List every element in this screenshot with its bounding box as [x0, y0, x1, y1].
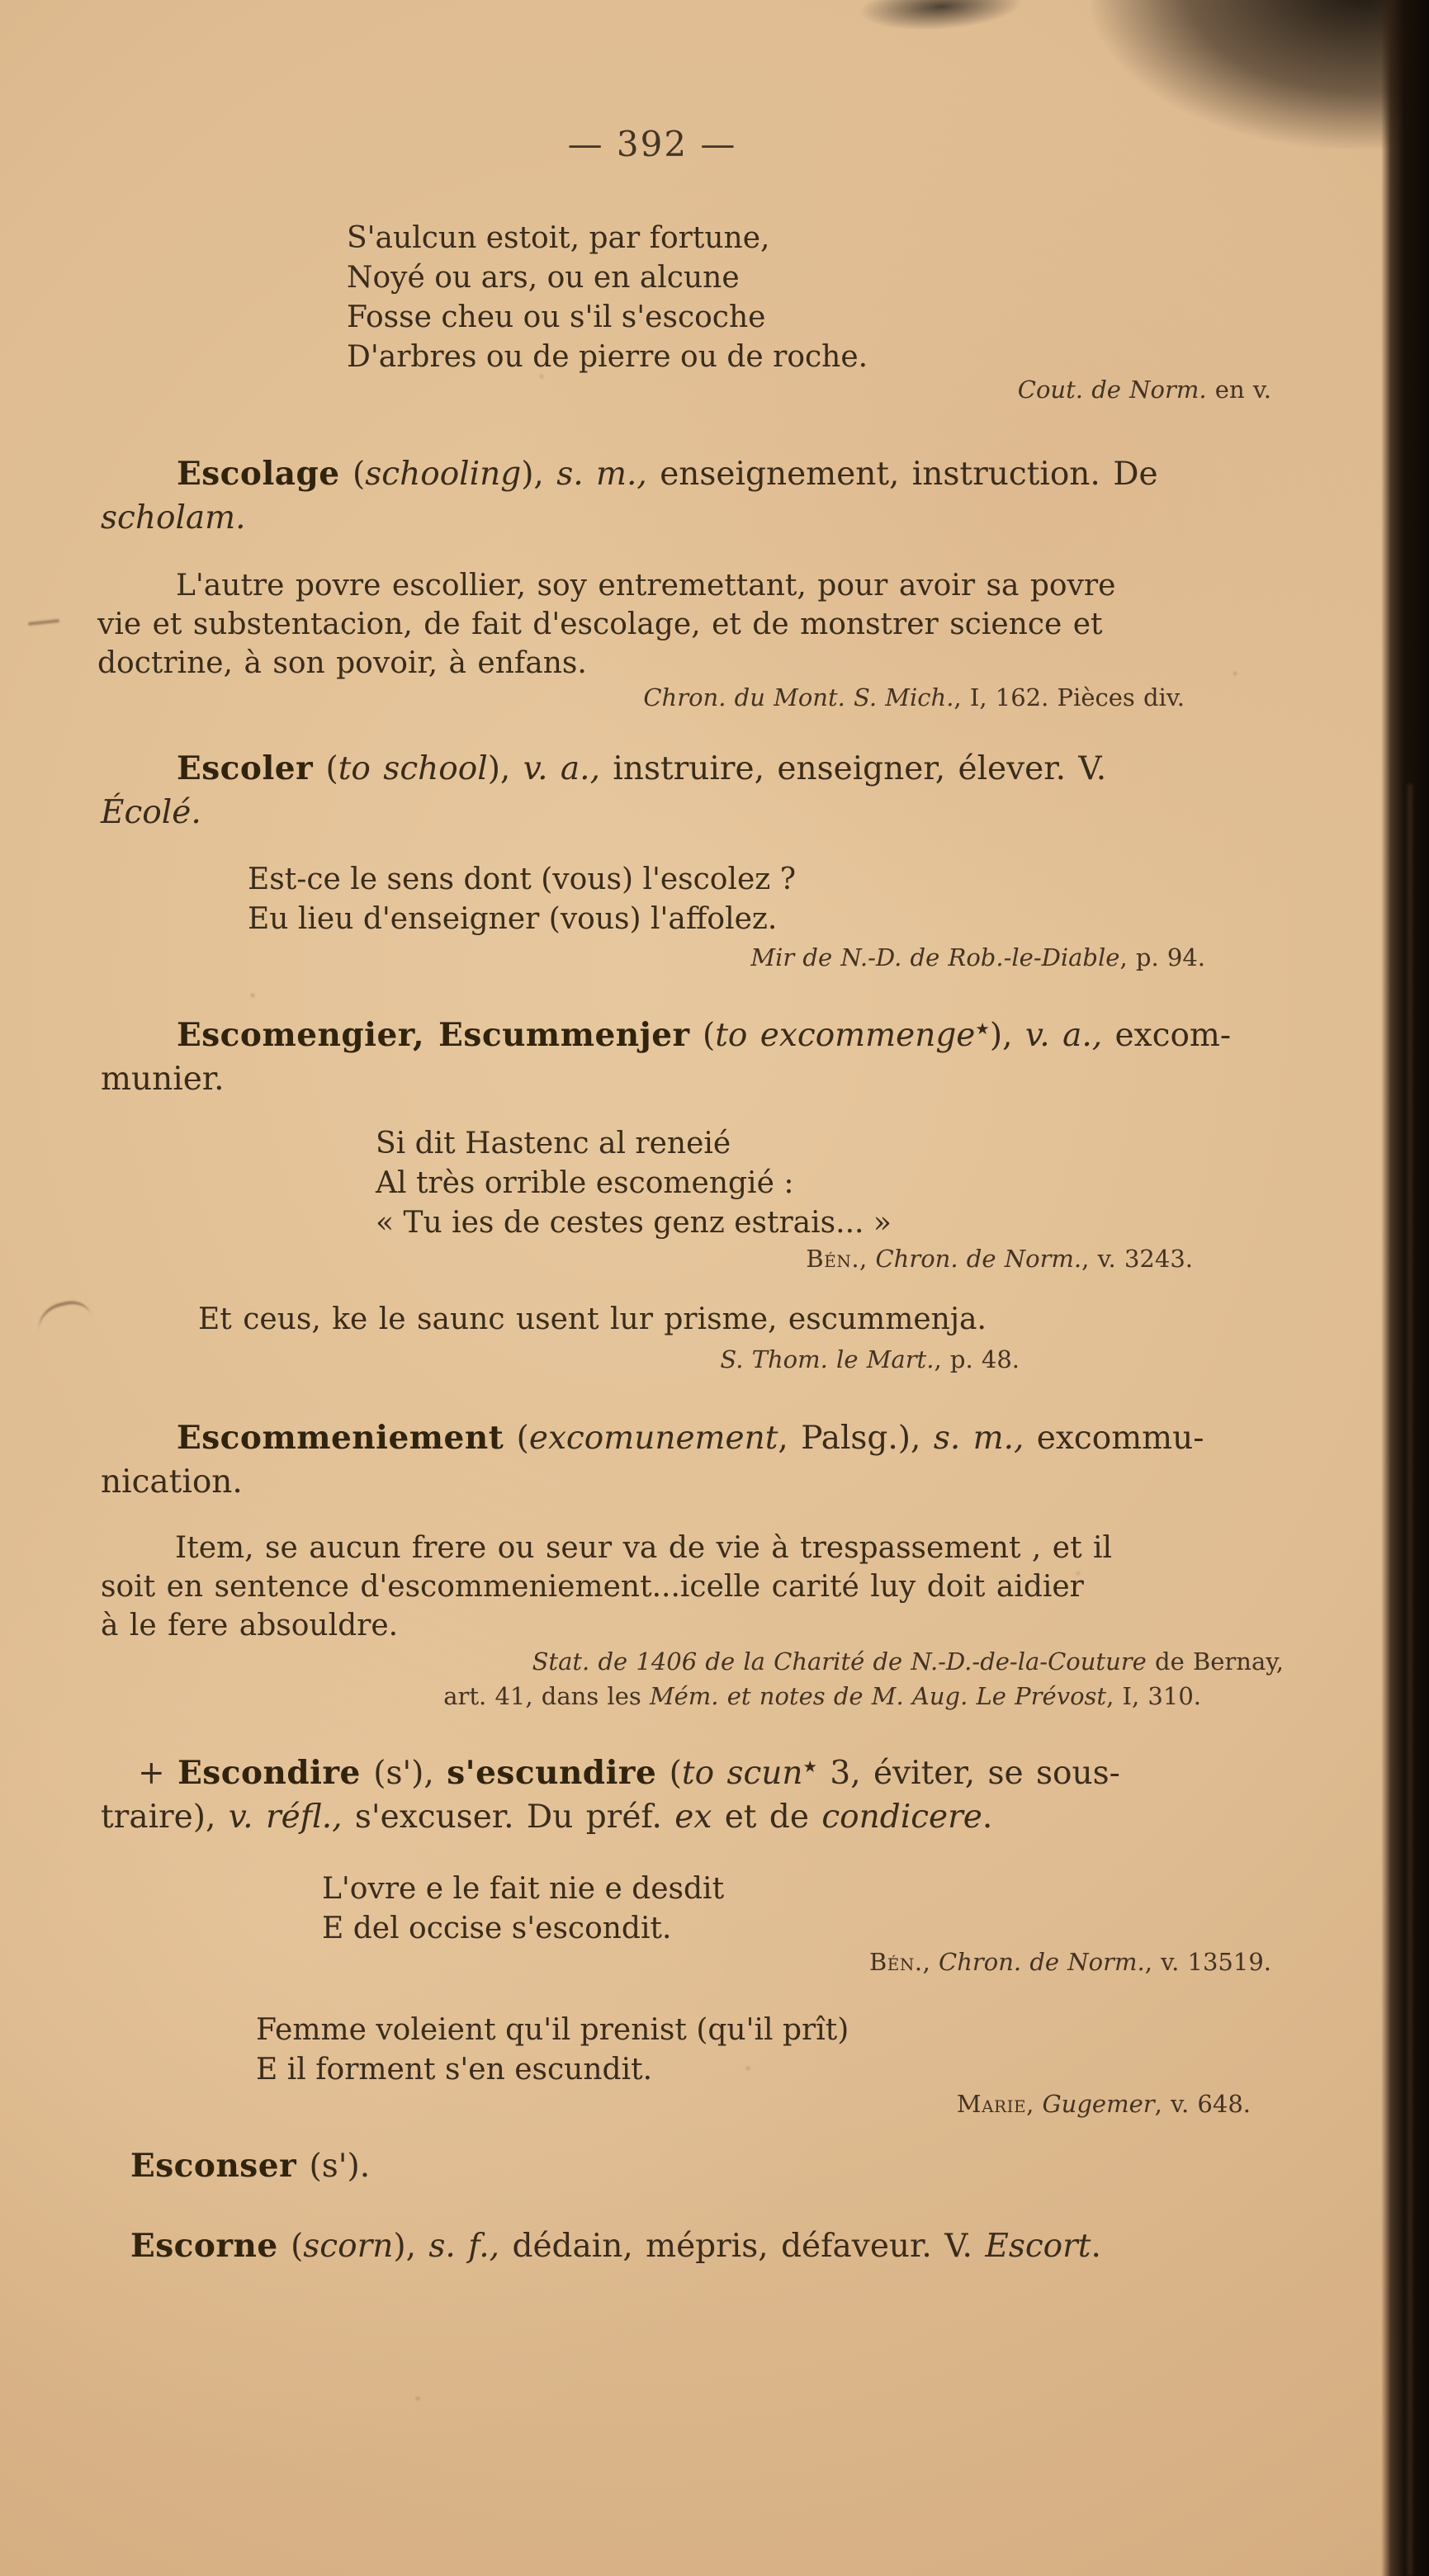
text-run: Al très orrible escomengié :: [376, 1166, 794, 1200]
text-run: Escomengier, Escummenjer: [177, 1016, 690, 1054]
text-run: Chron. du Mont. S. Mich.: [643, 683, 954, 711]
text-run: (: [656, 1755, 682, 1792]
text-run: Escorne: [130, 2227, 278, 2265]
verse-line: [322, 1909, 724, 1949]
text-run: Escort: [985, 2228, 1091, 2265]
entry-line: [107, 2144, 370, 2188]
text-run: ),: [989, 1017, 1025, 1054]
text-run: Stat. de 1406 de la Charité de N.-D.-de-la-Couture: [532, 1647, 1147, 1676]
text-run: schooling: [365, 456, 522, 493]
ink-smudge: [857, 0, 1024, 35]
quote-line: [97, 605, 1115, 644]
entry-line: [101, 791, 1106, 834]
entry-line: [101, 1460, 1204, 1504]
text-run: soit en sentence d'escommeniement...icelle carité luy doit aidier: [101, 1570, 1084, 1604]
text-run: S'aulcun estoit, par fortune,: [347, 221, 770, 255]
citation: [806, 1245, 1193, 1273]
text-run: s. m.,: [556, 456, 647, 493]
entry-block: [107, 2144, 370, 2188]
text-run: condicere: [821, 1798, 982, 1836]
quote-line: [97, 644, 1115, 683]
text-run: ,: [922, 1948, 939, 1976]
text-run: art. 41, dans les: [443, 1682, 650, 1710]
text-run: .: [1091, 2228, 1101, 2265]
entry-line: [101, 496, 1158, 540]
text-run: (s'),: [360, 1755, 447, 1792]
text-run: Eu lieu d'enseigner (vous) l'affolez.: [248, 902, 778, 936]
text-run: (: [504, 1420, 529, 1457]
text-run: Bén.: [806, 1245, 860, 1273]
text-run: ),: [393, 2228, 429, 2265]
text-run: Mém. et notes de M. Aug. Le Prévost: [649, 1682, 1107, 1710]
margin-mark-curve: [35, 1297, 93, 1332]
text-run: to excommenge: [715, 1017, 976, 1054]
text-run: , p. 48.: [934, 1345, 1020, 1373]
text-run: 3, éviter, se sous-: [817, 1755, 1120, 1792]
citation: [1018, 376, 1271, 404]
entry-line: [101, 1014, 1231, 1057]
quote-line: [101, 1606, 1112, 1645]
text-run: scorn: [303, 2228, 394, 2265]
text-run: v. réfl.,: [228, 1798, 343, 1836]
text-run: E il forment s'en escundit.: [256, 2053, 653, 2087]
entry-line: [101, 1057, 1231, 1101]
entry-block: [101, 1014, 1231, 1101]
entry-line: [101, 1416, 1204, 1460]
text-run: ),: [521, 456, 557, 493]
text-run: Bén.: [868, 1948, 923, 1976]
entry-block: [101, 747, 1106, 834]
text-run: ,: [859, 1245, 876, 1273]
margin-mark-dash: [28, 619, 59, 626]
text-run: excom-: [1102, 1017, 1232, 1054]
verse-line: [248, 900, 796, 939]
text-run: vie et substentacion, de fait d'escolage, et de monstrer science et: [97, 607, 1103, 641]
text-run: enseignement, instruction. De: [646, 456, 1158, 493]
verse-line: [376, 1164, 892, 1203]
text-run: dédain, mépris, défaveur. V.: [499, 2228, 986, 2265]
text-run: Gugemer: [1042, 2090, 1155, 2118]
text-run: Escondire: [177, 1754, 361, 1792]
citation: [750, 943, 1205, 971]
text-run: Escoler: [177, 749, 314, 787]
text-run: Femme voleient qu'il prenist (qu'il prît): [256, 2013, 849, 2047]
text-run: v. a.,: [1024, 1017, 1103, 1054]
text-run: Fosse cheu ou s'il s'escoche: [347, 300, 766, 334]
verse-line: [347, 219, 868, 258]
text-run: , v. 13519.: [1144, 1948, 1271, 1976]
verse-line: [248, 860, 796, 900]
text-run: , I, 310.: [1106, 1682, 1201, 1710]
entry-line: [107, 2224, 1101, 2268]
quote-line: [198, 1300, 987, 1339]
text-run: Et ceus, ke le saunc usent lur prisme, escummenja.: [198, 1302, 987, 1336]
text-run: S. Thom. le Mart.: [720, 1345, 935, 1373]
verse-block: [376, 1124, 892, 1243]
verse-line: [376, 1203, 892, 1243]
entry-line: [101, 452, 1158, 496]
text-run: D'arbres ou de pierre ou de roche.: [347, 340, 868, 374]
text-run: , p. 94.: [1119, 943, 1205, 971]
quote-block: [101, 1529, 1112, 1645]
text-run: E del occise s'escondit.: [322, 1912, 672, 1945]
text-run: (: [339, 456, 366, 493]
verse-block: [322, 1869, 724, 1949]
text-run: excomunement: [528, 1420, 778, 1457]
quote-line: [101, 1529, 1112, 1567]
verse-block: [248, 860, 796, 939]
text-run: Chron. de Norm.: [875, 1245, 1082, 1273]
page-number: — 392 —: [567, 124, 737, 164]
citation: [957, 2090, 1251, 2118]
citation: [443, 1682, 1201, 1710]
text-run: traire),: [101, 1798, 229, 1836]
text-run: (s').: [296, 2148, 371, 2185]
text-run: s'escundire: [447, 1754, 657, 1792]
text-run: ),: [487, 750, 523, 787]
text-run: « Tu ies de cestes genz estrais... »: [376, 1206, 892, 1240]
verse-block: [347, 219, 868, 377]
text-run: Escolage: [177, 455, 340, 493]
text-run: munier.: [101, 1061, 225, 1098]
text-run: Item, se aucun frere ou seur va de vie à trespassement , et il: [175, 1531, 1113, 1565]
text-run: Si dit Hastenc al reneié: [376, 1127, 731, 1160]
citation: [643, 683, 1185, 711]
text-run: s. m.,: [933, 1420, 1024, 1457]
text-run: nication.: [101, 1463, 243, 1501]
text-run: s'excuser. Du préf.: [342, 1798, 675, 1836]
verse-line: [347, 258, 868, 298]
page-edge-shadow: [1381, 0, 1429, 2576]
text-run: Est-ce le sens dont (vous) l'escolez ?: [248, 863, 797, 896]
quote-block: [97, 566, 1115, 683]
text-run: Escommeniement: [177, 1419, 504, 1457]
text-run: Marie: [956, 2090, 1027, 2118]
paper-specks: [0, 0, 2, 2]
verse-line: [376, 1124, 892, 1164]
verse-line: [256, 2050, 849, 2090]
text-run: (: [313, 750, 338, 787]
text-run: ,: [1026, 2090, 1043, 2118]
text-run: instruire, enseigner, élever. V.: [599, 750, 1107, 787]
text-run: Mir de N.-D. de Rob.-le-Diable: [750, 943, 1120, 971]
text-run: (: [689, 1017, 716, 1054]
text-run: scholam.: [101, 499, 246, 536]
citation: [720, 1345, 1020, 1373]
entry-line: [101, 1751, 1120, 1795]
entry-line: [101, 1795, 1120, 1839]
verse-block: [256, 2011, 849, 2090]
page-edge-highlight: [1408, 784, 1412, 2576]
quote-block: [198, 1300, 987, 1339]
citation: [532, 1647, 1284, 1676]
verse-line: [347, 298, 868, 338]
text-run: Cout. de Norm.: [1017, 376, 1207, 404]
quote-line: [101, 1567, 1112, 1606]
text-run: to scun: [681, 1755, 803, 1792]
entry-block: [101, 452, 1158, 540]
text-run: +: [138, 1755, 178, 1792]
entry-line: [101, 747, 1106, 791]
text-run: Esconser: [130, 2147, 297, 2185]
text-run: ★: [802, 1757, 818, 1776]
text-run: excommu-: [1024, 1420, 1204, 1457]
text-run: et de: [712, 1798, 822, 1836]
text-run: s. f.,: [428, 2228, 500, 2265]
text-run: L'autre povre escollier, soy entremettant, pour avoir sa povre: [176, 569, 1116, 603]
verse-line: [322, 1869, 724, 1909]
entry-block: [101, 1416, 1204, 1504]
text-run: , Palsg.),: [778, 1420, 934, 1457]
text-run: , I, 162. Pièces div.: [953, 683, 1185, 711]
text-run: Écolé.: [101, 794, 201, 831]
text-run: (: [277, 2228, 304, 2265]
verse-line: [256, 2011, 849, 2050]
entry-block: [107, 2224, 1101, 2268]
text-run: ★: [975, 1019, 990, 1038]
text-run: doctrine, à son povoir, à enfans.: [97, 646, 587, 680]
text-run: de Bernay,: [1146, 1647, 1284, 1676]
text-run: à le fere absouldre.: [101, 1609, 399, 1642]
text-run: Chron. de Norm.: [939, 1948, 1145, 1976]
corner-shadow: [1091, 0, 1429, 149]
verse-line: [347, 338, 868, 377]
text-run: v. a.,: [523, 750, 600, 787]
text-run: , v. 3243.: [1081, 1245, 1193, 1273]
text-run: , v. 648.: [1154, 2090, 1251, 2118]
quote-line: [97, 566, 1115, 605]
citation: [869, 1948, 1271, 1976]
text-run: to school: [338, 750, 488, 787]
text-run: L'ovre e le fait nie e desdit: [322, 1872, 725, 1906]
text-run: .: [982, 1798, 993, 1836]
text-run: en v.: [1206, 376, 1271, 404]
text-run: ex: [674, 1798, 712, 1836]
entry-block: [101, 1751, 1120, 1839]
text-run: Noyé ou ars, ou en alcune: [347, 261, 740, 295]
